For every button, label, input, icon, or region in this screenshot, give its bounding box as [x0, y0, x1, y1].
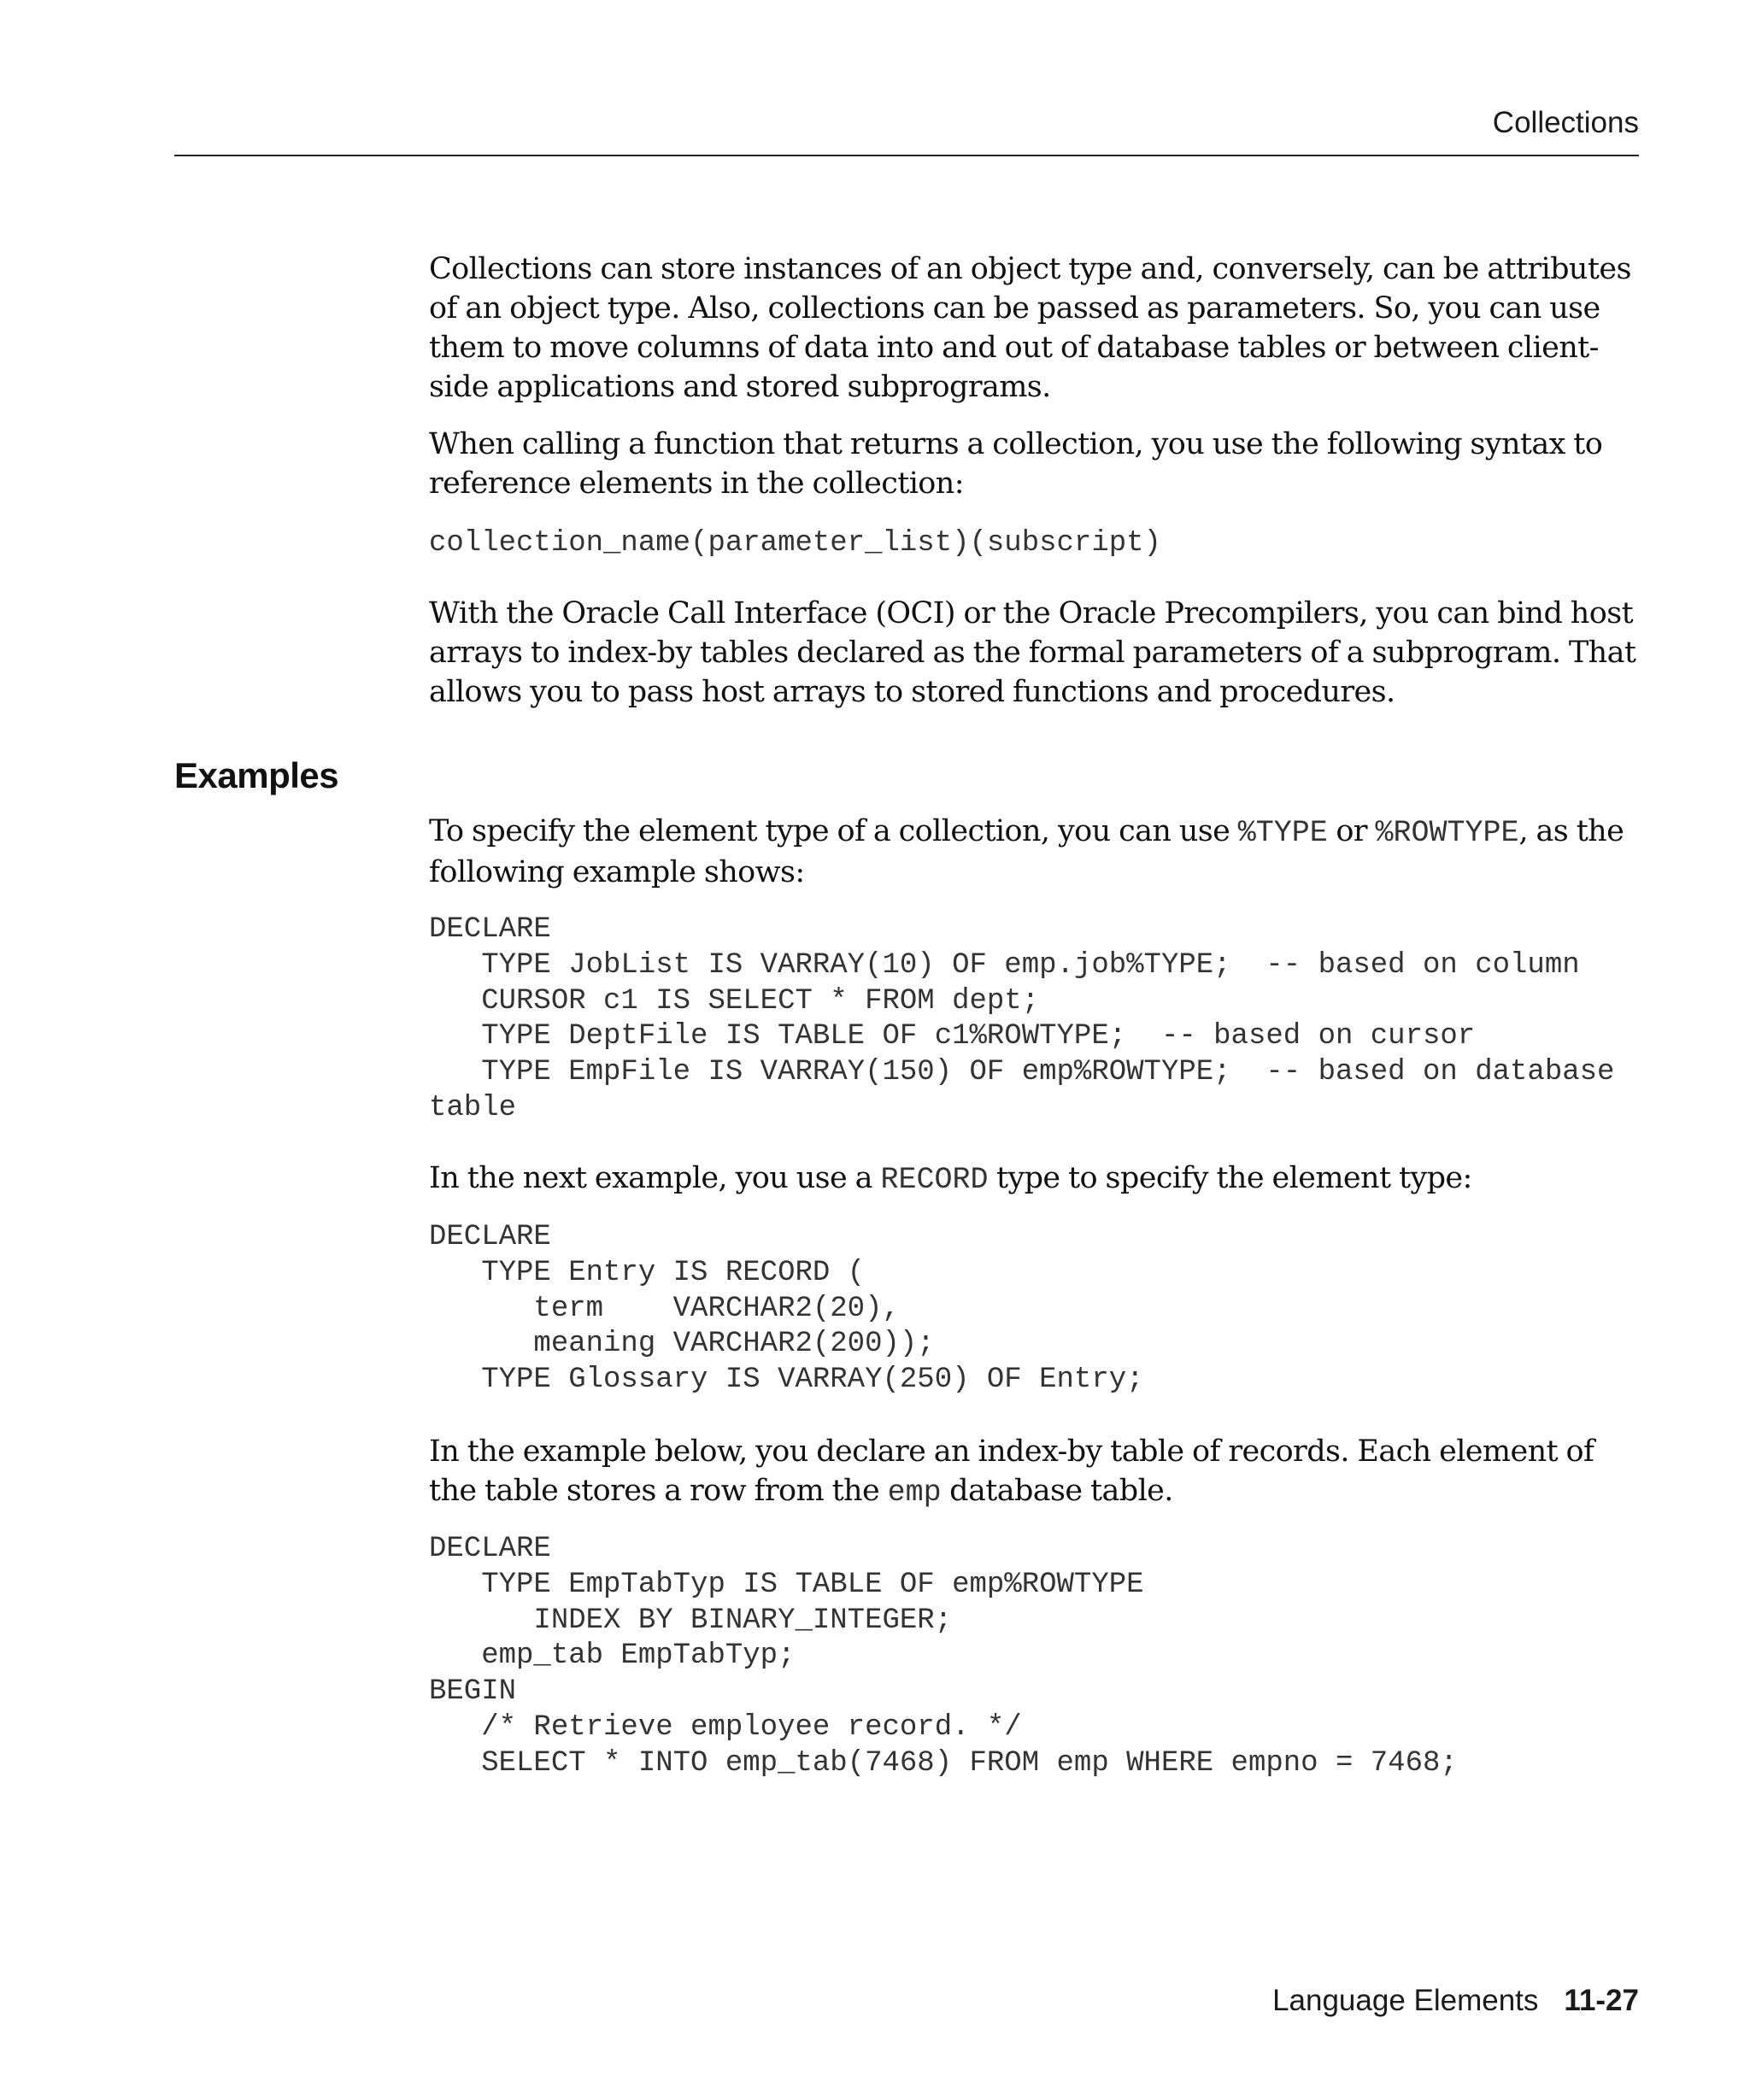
page-number: 11-27	[1564, 1984, 1639, 2017]
paragraph-function-syntax: When calling a function that returns a collection, you use the following syntax to reference elements in the collection:	[429, 427, 1603, 501]
paragraph-example-1-intro	[429, 812, 1642, 892]
text-run: In the example below, you declare an index-by table of records. Each element of the table stores a row from the	[429, 1434, 1594, 1508]
text-run: type to specify the element type:	[988, 1161, 1472, 1195]
header-rule	[174, 155, 1639, 156]
text-run: To specify the element type of a collection, you can use	[429, 814, 1238, 848]
text-run: database table.	[941, 1474, 1173, 1508]
paragraph-example-3-intro	[429, 1432, 1642, 1512]
footer-section-title: Language Elements	[1272, 1984, 1539, 2017]
text-run: or	[1327, 814, 1376, 848]
examples-heading: Examples	[174, 755, 339, 795]
paragraph-collections-intro: Collections can store instances of an object type and, conversely, can be attributes of an object type. Also, collections can be passed as parameters. So, you can use them to move columns of data into and out of database tables or between client-side applications and stored subprograms.	[429, 252, 1631, 404]
text-run: , as the following example shows:	[429, 814, 1624, 889]
code-example-3: DECLARE TYPE EmpTabTyp IS TABLE OF emp%ROWTYPE INDEX BY BINARY_INTEGER; emp_tab EmpTabTyp; BEGIN /* Retrieve employee record. */ SELECT * INTO emp_tab(7468) FROM emp WHERE empno = 7468;	[429, 1533, 1458, 1780]
page-footer	[1272, 1984, 1639, 2018]
inline-code-record: RECORD	[880, 1163, 989, 1197]
header-title: Collections	[1492, 106, 1639, 139]
text-run: In the next example, you use a	[429, 1161, 881, 1195]
code-example-2: DECLARE TYPE Entry IS RECORD ( term VARCHAR2(20), meaning VARCHAR2(200)); TYPE Glossary IS VARRAY(250) OF Entry;	[429, 1221, 1144, 1397]
code-example-1: DECLARE TYPE JobList IS VARRAY(10) OF emp.job%TYPE; -- based on column CURSOR c1 IS SELECT * FROM dept; TYPE DeptFile IS TABLE OF c1%ROWTYPE; -- based on cursor TYPE EmpFile IS VARRAY(150) OF emp%ROWTYPE; -- based on database table	[429, 913, 1615, 1124]
inline-code-type: %TYPE	[1237, 816, 1328, 850]
syntax-code: collection_name(parameter_list)(subscript)	[429, 527, 1161, 560]
paragraph-oci: With the Oracle Call Interface (OCI) or the Oracle Precompilers, you can bind host arrays to index-by tables declared as the formal parameters of a subprogram. That allows you to pass host arrays to stored functions and procedures.	[429, 596, 1636, 709]
inline-code-rowtype: %ROWTYPE	[1375, 816, 1519, 850]
inline-code-emp: emp	[887, 1475, 942, 1510]
paragraph-example-2-intro	[429, 1159, 1642, 1200]
